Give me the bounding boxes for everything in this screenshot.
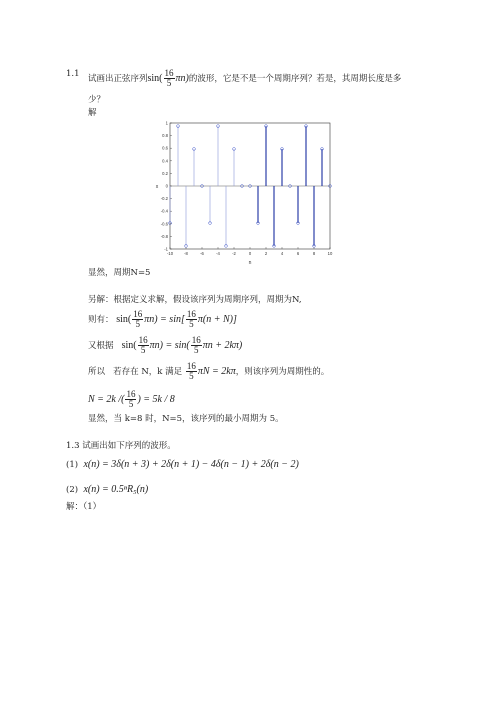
x-tick-label: -6: [200, 251, 204, 256]
formula-fraction: [164, 69, 175, 88]
n-equation: [88, 389, 175, 409]
so-text-2: ，则该序列为周期性的。: [235, 366, 330, 377]
answer-label: 解: [88, 108, 97, 118]
frac-num: 16: [191, 335, 201, 345]
question-prefix: 试画出正弦序列: [88, 73, 148, 84]
y-tick-labels: [161, 121, 169, 252]
frac-den: 5: [189, 319, 194, 329]
y-tick-label: 0.2: [162, 170, 168, 176]
frac-den: 5: [189, 371, 194, 381]
frac-num: 16: [138, 335, 148, 345]
stem-chart: [148, 118, 348, 268]
basis-eq-mid: πn) = sin(: [149, 339, 190, 351]
x-tick-label: 4: [280, 251, 284, 256]
x-tick-label: 2: [264, 251, 268, 256]
frac-den: 5: [140, 345, 146, 355]
basis-frac-2: [191, 336, 202, 355]
item-1-equation: x(n) = 3δ(n + 3) + 2δ(n + 1) − 4δ(n − 1) + 2δ(n − 2): [83, 459, 299, 470]
so-text-1: 若存在 N，k 满足: [113, 366, 183, 377]
so-equation: [185, 361, 236, 381]
x-tick-label: -10: [166, 251, 174, 256]
y-tick-label: 1: [165, 120, 168, 126]
x-tick-label: -2: [232, 251, 236, 256]
x-axis-label: n: [248, 260, 252, 266]
y-tick-label: -1: [164, 246, 168, 252]
so-frac: [186, 362, 197, 381]
have-frac-2: [186, 310, 197, 329]
question-line-1: [88, 69, 401, 88]
frac-num: 16: [133, 309, 143, 319]
basis-label: 又根据: [88, 340, 114, 351]
so-label: 所以: [88, 366, 106, 377]
y-tick-label: 0: [165, 183, 168, 189]
question-line-2: 少？: [88, 95, 106, 105]
have-frac-1: [132, 310, 143, 329]
problem-number: 1.1: [66, 69, 80, 79]
have-equation: [116, 309, 237, 329]
basis-frac-1: [138, 336, 149, 355]
item-1-label: (1): [66, 460, 79, 470]
problem-1-3-item-2: [66, 484, 148, 496]
have-eq-mid: πn) = sin[: [144, 313, 185, 325]
y-tick-label: -0.2: [160, 196, 168, 202]
x-tick-labels: [167, 251, 333, 256]
basis-eq-rhs: πn + 2kπ): [202, 339, 243, 351]
frac-num: 16: [186, 361, 196, 371]
n-eq-lhs: N = 2k /(: [88, 393, 125, 405]
basis-equation: [121, 335, 243, 355]
have-label: 则有：: [88, 314, 114, 325]
problem-1-3-answer-label: 解：（1）: [66, 502, 102, 512]
frac-den: 5: [166, 78, 172, 88]
frac-num: 16: [126, 389, 136, 399]
alt-intro-text: 另解：根据定义求解，假设该序列为周期序列，周期为N,: [88, 295, 302, 305]
so-eq-rhs: πN = 2kπ: [197, 365, 236, 377]
x-tick-label: -4: [216, 251, 220, 256]
so-line: [88, 362, 329, 381]
x-tick-label: 8: [312, 251, 316, 256]
n-frac: [125, 390, 136, 409]
have-eq-rhs: π(n + N)]: [197, 313, 237, 325]
y-tick-label: 0.4: [162, 158, 168, 164]
question-formula: [147, 68, 189, 88]
item-2-label: (2): [66, 485, 79, 495]
basis-eq-lhs: sin(: [121, 339, 137, 351]
y-tick-label: -0.6: [160, 221, 168, 227]
y-tick-label: -0.4: [160, 208, 168, 214]
y-tick-label: -0.8: [160, 233, 168, 239]
basis-line: [88, 336, 242, 355]
frac-den: 5: [135, 319, 140, 329]
have-line: [88, 310, 237, 329]
frac-den: 5: [193, 345, 199, 355]
x-tick-label: 10: [327, 251, 333, 256]
frac-num: 16: [164, 68, 174, 78]
have-eq-lhs: sin(: [116, 313, 132, 325]
n-eq-rhs: ) = 5k / 8: [137, 393, 175, 405]
problem-1-3-item-1: [66, 459, 299, 471]
question-suffix: 的波形，它是不是一个周期序列？若是，其周期长度是多: [188, 73, 402, 84]
item-2-equation: x(n) = 0.5ⁿR₅(n): [83, 484, 149, 495]
frac-den: 5: [128, 399, 134, 409]
x-tick-label: 6: [296, 251, 300, 256]
x-tick-label: -8: [184, 251, 188, 256]
formula-sin: sin(: [147, 72, 163, 84]
frac-num: 16: [186, 309, 196, 319]
n-equation-line: [88, 390, 175, 409]
formula-tail: πn): [175, 72, 189, 84]
x-tick-label: 0: [248, 251, 252, 256]
y-tick-label: 0.8: [162, 133, 168, 139]
y-axis-label: x: [155, 184, 159, 190]
problem-1-3-title: 1.3 试画出如下序列的波形。: [66, 441, 176, 451]
final-text: 显然，当 k=8 时，N=5，该序列的最小周期为 5。: [88, 414, 284, 424]
conclusion-text: 显然，周期N=5: [88, 268, 151, 278]
y-tick-label: 0.6: [162, 145, 168, 151]
